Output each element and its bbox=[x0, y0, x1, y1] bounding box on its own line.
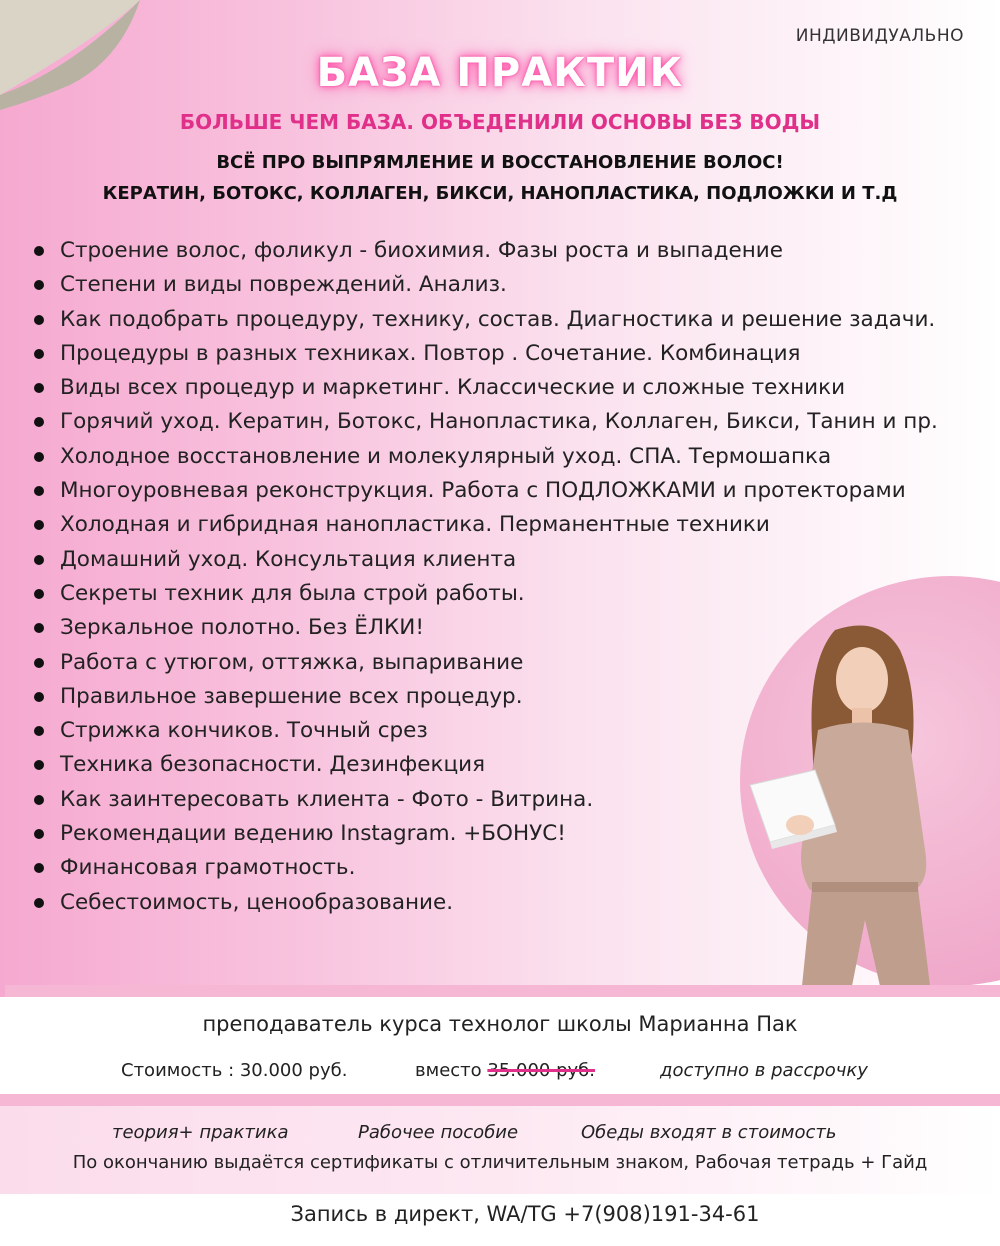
headline-1: ВСЁ ПРО ВЫПРЯМЛЕНИЕ И ВОССТАНОВЛЕНИЕ ВОЛОС! bbox=[216, 152, 784, 173]
certificate-note: По окончанию выдаётся сертификаты с отличительным знаком, Рабочая тетрадь + Гайд bbox=[72, 1152, 928, 1173]
bullet-icon bbox=[34, 520, 44, 530]
page-title: БАЗА ПРАКТИК bbox=[316, 50, 684, 96]
bullet-icon bbox=[34, 486, 44, 496]
bullet-icon bbox=[34, 555, 44, 565]
list-item: Виды всех процедур и маркетинг. Классические и сложные техники bbox=[30, 373, 938, 407]
list-item: Себестоимость, ценообразование. bbox=[30, 888, 938, 922]
list-item: Как подобрать процедуру, технику, состав. Диагностика и решение задачи. bbox=[30, 305, 938, 339]
bullet-icon bbox=[34, 383, 44, 393]
old-price-group bbox=[415, 1060, 595, 1081]
bullet-icon bbox=[34, 898, 44, 908]
bullet-icon bbox=[34, 349, 44, 359]
bullet-icon bbox=[34, 863, 44, 873]
list-item: Работа с утюгом, оттяжка, выпаривание bbox=[30, 648, 938, 682]
list-item: Холодное восстановление и молекулярный уход. СПА. Термошапка bbox=[30, 442, 938, 476]
divider-band bbox=[5, 985, 1000, 997]
format-tag: ИНДИВИДУАЛЬНО bbox=[795, 26, 964, 46]
divider-band bbox=[0, 1094, 1000, 1106]
list-item: Строение волос, фоликул - биохимия. Фазы роста и выпадение bbox=[30, 236, 938, 270]
bullet-icon bbox=[34, 589, 44, 599]
list-item: Стрижка кончиков. Точный срез bbox=[30, 716, 938, 750]
bullet-icon bbox=[34, 280, 44, 290]
bullet-icon bbox=[34, 315, 44, 325]
bullet-icon bbox=[34, 760, 44, 770]
bullet-icon bbox=[34, 829, 44, 839]
list-item: Рекомендации ведению Instagram. +БОНУС! bbox=[30, 819, 938, 853]
bullet-icon bbox=[34, 623, 44, 633]
list-item: Домашний уход. Консультация клиента bbox=[30, 545, 938, 579]
list-item: Зеркальное полотно. Без ЁЛКИ! bbox=[30, 613, 938, 647]
list-item: Горячий уход. Кератин, Ботокс, Нанопластика, Коллаген, Бикси, Танин и пр. bbox=[30, 407, 938, 441]
bullet-icon bbox=[34, 795, 44, 805]
bullet-icon bbox=[34, 246, 44, 256]
list-item: Степени и виды повреждений. Анализ. bbox=[30, 270, 938, 304]
feature-item: Обеды входят в стоимость bbox=[581, 1122, 837, 1143]
list-item: Финансовая грамотность. bbox=[30, 853, 938, 887]
teacher-line: преподаватель курса технолог школы Марианна Пак bbox=[202, 1012, 798, 1036]
bullet-icon bbox=[34, 452, 44, 462]
old-price: 35.000 руб. bbox=[487, 1060, 595, 1081]
list-item: Техника безопасности. Дезинфекция bbox=[30, 750, 938, 784]
installment-note: доступно в рассрочку bbox=[660, 1060, 868, 1081]
list-item: Холодная и гибридная нанопластика. Перманентные техники bbox=[30, 510, 938, 544]
bullet-icon bbox=[34, 658, 44, 668]
list-item: Процедуры в разных техниках. Повтор . Сочетание. Комбинация bbox=[30, 339, 938, 373]
bullet-icon bbox=[34, 692, 44, 702]
instead-prefix: вместо bbox=[415, 1060, 488, 1081]
list-item: Секреты техник для была строй работы. bbox=[30, 579, 938, 613]
list-item: Как заинтересовать клиента - Фото - Витрина. bbox=[30, 785, 938, 819]
contact-line: Запись в директ, WA/TG +7(908)191-34-61 bbox=[290, 1202, 760, 1226]
list-item: Правильное завершение всех процедур. bbox=[30, 682, 938, 716]
bullet-icon bbox=[34, 417, 44, 427]
teacher-photo bbox=[740, 620, 960, 986]
feature-item: Рабочее пособие bbox=[358, 1122, 519, 1143]
bullet-icon bbox=[34, 726, 44, 736]
price-label: Стоимость : 30.000 руб. bbox=[121, 1060, 348, 1081]
feature-item: теория+ практика bbox=[112, 1122, 289, 1143]
headline-2: КЕРАТИН, БОТОКС, КОЛЛАГЕН, БИКСИ, НАНОПЛАСТИКА, ПОДЛОЖКИ И Т.Д bbox=[102, 183, 898, 204]
extras-panel bbox=[0, 1106, 1000, 1194]
subtitle: БОЛЬШЕ ЧЕМ БАЗА. ОБЪЕДЕНИЛИ ОСНОВЫ БЕЗ ВОДЫ bbox=[179, 110, 821, 134]
list-item: Многоуровневая реконструкция. Работа с ПОДЛОЖКАМИ и протекторами bbox=[30, 476, 938, 510]
